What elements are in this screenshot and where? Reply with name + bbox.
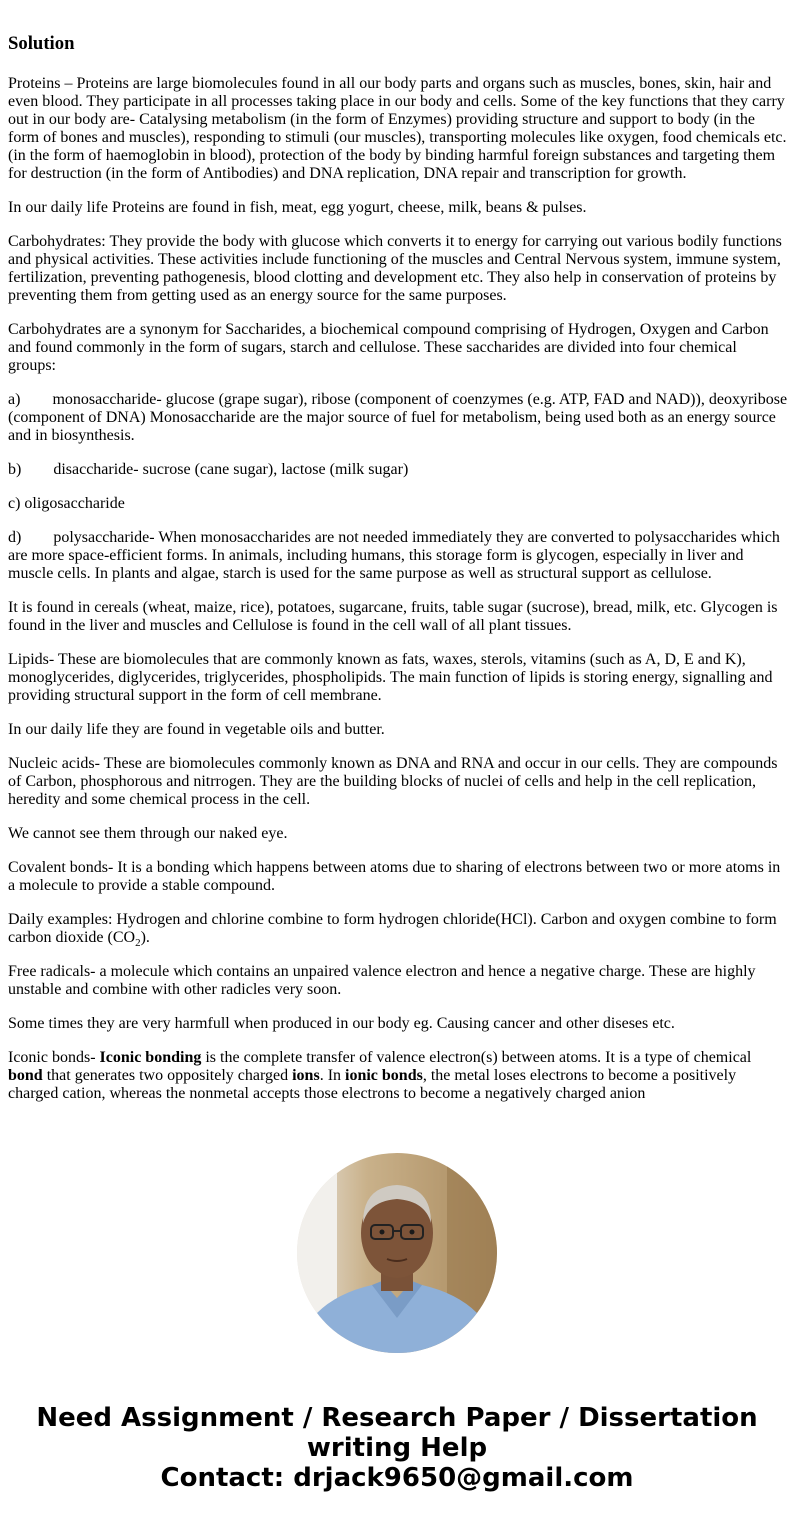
list-text: disaccharide- sucrose (cane sugar), lactose (milk sugar) [53, 461, 409, 478]
paragraph-nucleic-acids: Nucleic acids- These are biomolecules commonly known as DNA and RNA and occur in our cells. They are compounds of Carbon, phosphorous and nitrrogen. They are the building blocks of nuclei of cells and help in the cell replication, heredity and some chemical process in the cell. [8, 755, 778, 808]
list-item-b [8, 461, 788, 479]
paragraph-naked-eye: We cannot see them through our naked eye. [8, 825, 288, 842]
footer-banner [0, 1403, 794, 1493]
footer-contact[interactable]: Contact: drjack9650@gmail.com [160, 1463, 634, 1493]
list-item-d [8, 529, 788, 583]
paragraph-daily-examples: Daily examples: Hydrogen and chlorine combine to form hydrogen chloride(HCl). Carbon and oxygen combine to form carbon dioxide $(CO_2)$. [8, 911, 777, 950]
list-marker: d) [8, 529, 22, 546]
list-text: monosaccharide- glucose (grape sugar), ribose (component of coenzymes (e.g. ATP, FAD and NAD)), deoxyribose (component of DNA) Monosaccharide are the major source of fuel for metabolism, being used both as an energy source and in biosynthesis. [8, 391, 788, 444]
footer-line-2: writing Help [306, 1433, 488, 1463]
portrait-image [297, 1153, 497, 1353]
document-body [8, 33, 788, 1119]
list-text: polysaccharide- When monosaccharides are not needed immediately they are converted to polysaccharides which are more space-efficient forms. In animals, including humans, this storage form is glycogen, especially in liver and muscle cells. In plants and algae, starch is used for the same purpose as well as structural support as cellulose. [8, 529, 780, 582]
paragraph-proteins: Proteins – Proteins are large biomolecules found in all our body parts and organs such as muscles, bones, skin, hair and even blood. They participate in all processes taking place in our body and cells. Some of the key functions that they carry out in our body are- Catalysing metabolism (in the form of Enzymes) providing structure and support to body (in the form of bones and muscles), responding to stimuli (our muscles), transporting molecules like oxygen, food chemicals etc. (in the form of haemoglobin in blood), protection of the body by binding harmful foreign substances and targeting them for destruction (in the form of Antibodies) and DNA replication, DNA repair and transcription for growth. [8, 75, 787, 182]
author-photo [297, 1153, 497, 1353]
paragraph-carb-sources: It is found in cereals (wheat, maize, rice), potatoes, sugarcane, fruits, table sugar (sucrose), bread, milk, etc. Glycogen is found in the liver and muscles and Cellulose is found in the cell wall of all plant tissues. [8, 599, 778, 634]
paragraph-free-radicals: Free radicals- a molecule which contains an unpaired valence electron and hence a negative charge. These are highly unstable and combine with other radicles very soon. [8, 963, 756, 998]
list-marker: b) [8, 461, 22, 478]
paragraph-carbohydrates: Carbohydrates: They provide the body with glucose which converts it to energy for carrying out various bodily functions and physical activities. These activities include functioning of the muscles and Central Nervous system, immune system, fertilization, preventing pathogenesis, blood clotting and development etc. They also help in conservation of proteins by preventing them from getting used as an energy source for the same purposes. [8, 233, 782, 304]
solution-heading: Solution [8, 33, 75, 54]
list-marker: a) [8, 391, 21, 408]
subscript: 2 [135, 937, 141, 950]
paragraph-saccharides: Carbohydrates are a synonym for Saccharides, a biochemical compound comprising of Hydrogen, Oxygen and Carbon and found commonly in the form of sugars, starch and cellulose. These saccharides are divided into four chemical groups: [8, 321, 769, 374]
paragraph-protein-sources: In our daily life Proteins are found in fish, meat, egg yogurt, cheese, milk, beans & pulses. [8, 199, 587, 216]
paragraph-harmful: Some times they are very harmfull when produced in our body eg. Causing cancer and other diseses etc. [8, 1015, 675, 1032]
paragraph-lipid-sources: In our daily life they are found in vegetable oils and butter. [8, 721, 385, 738]
paragraph-lipids: Lipids- These are biomolecules that are commonly known as fats, waxes, sterols, vitamins (such as A, D, E and K), monoglycerides, diglycerides, triglycerides, phospholipids. The main function of lipids is storing energy, signalling and providing structural support in the form of cell membrane. [8, 651, 773, 704]
paragraph-ionic-bonds: Iconic bonds- Iconic bonding is the complete transfer of valence electron(s) between atoms. It is a type of chemical bond that generates two oppositely charged ions. In ionic bonds, the metal loses electrons to become a positively charged cation, whereas the nonmetal accepts those electrons to become a negatively charged anion [8, 1049, 752, 1102]
list-item-a [8, 391, 788, 445]
paragraph-covalent-bonds: Covalent bonds- It is a bonding which happens between atoms due to sharing of electrons between two or more atoms in a molecule to provide a stable compound. [8, 859, 781, 894]
list-item-c: c) oligosaccharide [8, 495, 125, 512]
footer-line-1: Need Assignment / Research Paper / Dissertation [36, 1403, 758, 1433]
